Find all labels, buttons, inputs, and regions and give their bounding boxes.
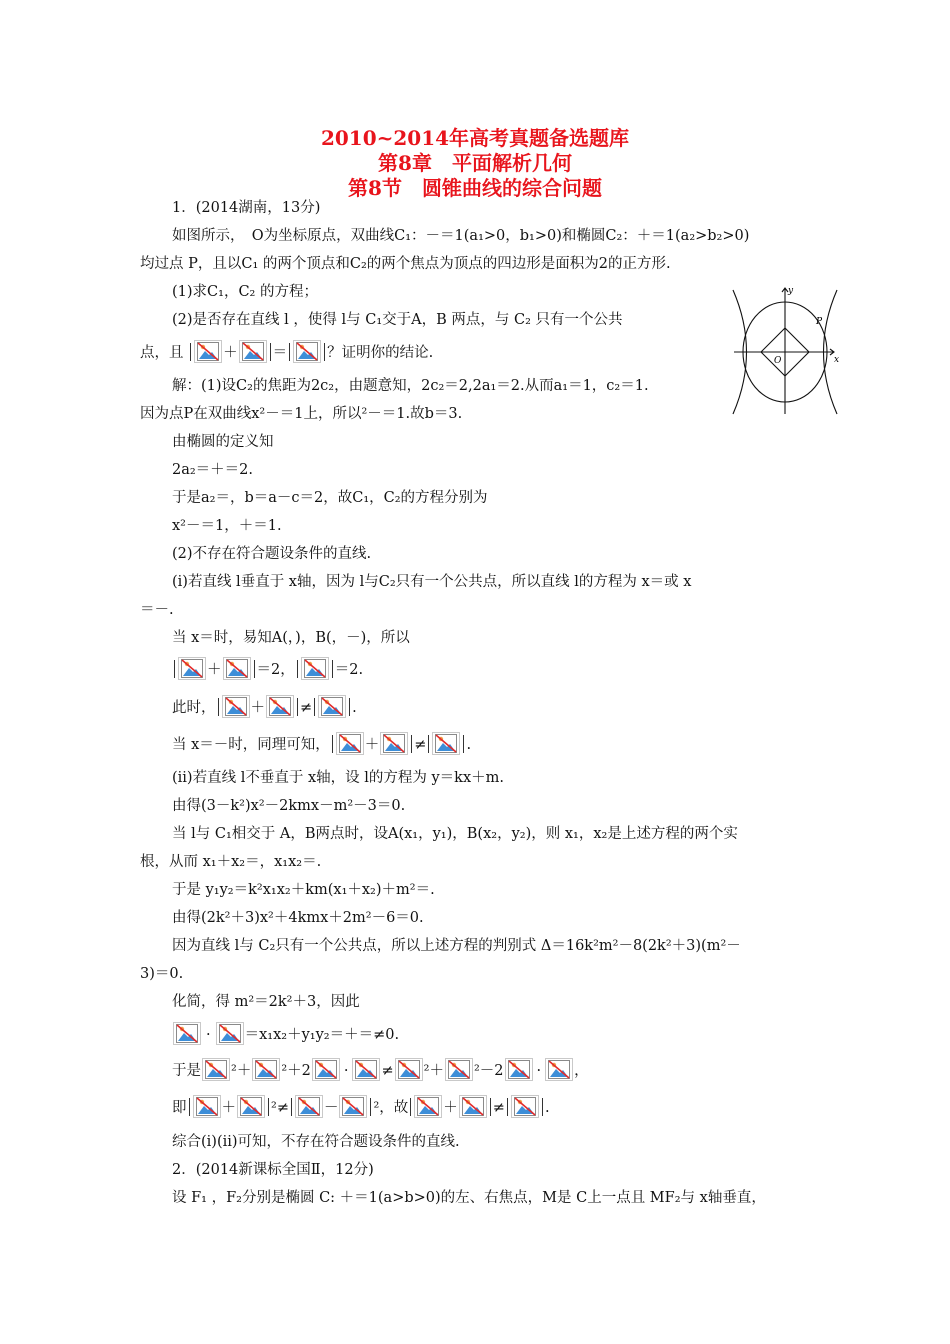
broken-image-icon <box>352 1058 380 1081</box>
text-line: (1)求C₁，C₂ 的方程； <box>172 284 318 300</box>
abs-bar <box>349 698 350 716</box>
text-segment: ²，故 <box>373 1100 409 1116</box>
text-line: 根，从而 x₁＋x₂＝，x₁x₂＝. <box>140 854 322 870</box>
abs-bar <box>297 698 298 716</box>
broken-image-icon <box>295 1095 323 1118</box>
broken-image-icon <box>173 1022 201 1045</box>
figure-x-label: x <box>834 355 840 365</box>
text-line: ＝－. <box>140 602 174 618</box>
broken-image-icon <box>312 1058 340 1081</box>
abs-bar <box>463 735 464 753</box>
text-line: 2a₂＝＋＝2. <box>172 462 254 478</box>
broken-image-icon <box>178 657 206 680</box>
text-line: 于是 y₁y₂＝k²x₁x₂＋km(x₁＋x₂)＋m²＝. <box>172 882 435 898</box>
abs-bar <box>174 660 175 678</box>
text-line-with-images <box>140 340 433 363</box>
text-line: 由椭圆的定义知 <box>172 434 274 450</box>
text-line: 均过点 P，且以C₁ 的两个顶点和C₂的两个焦点为顶点的四边形是面积为2的正方形. <box>140 256 671 272</box>
text-segment: ＋ <box>223 345 238 361</box>
abs-bar <box>332 735 333 753</box>
text-line-with-images <box>172 1022 399 1045</box>
text-line-with-images <box>172 732 471 755</box>
text-line: 化简，得 m²＝2k²＋3，因此 <box>172 994 360 1010</box>
broken-image-icon <box>432 732 460 755</box>
text-segment: ＝2， <box>256 662 295 678</box>
text-line: 因为点P在双曲线x²－＝1上，所以²－＝1.故b＝3. <box>140 406 463 422</box>
figure-origin-label: O <box>774 356 782 366</box>
text-line: 3)＝0. <box>140 966 184 982</box>
text-line-with-images <box>172 657 363 680</box>
broken-image-icon <box>445 1058 473 1081</box>
text-line: x²－＝1，＋＝1. <box>172 518 282 534</box>
text-segment: 即 <box>172 1100 187 1116</box>
figure-point-p-label: P <box>816 317 823 327</box>
broken-image-icon <box>459 1095 487 1118</box>
text-segment: ²＋ <box>231 1063 252 1079</box>
text-line: 设 F₁ ，F₂分别是椭圆 C: ＋＝1(a>b>0)的左、右焦点，M是 C上一点且 MF₂与 x轴垂直， <box>172 1190 766 1206</box>
text-line: (ⅱ)若直线 l不垂直于 x轴，设 l的方程为 y＝kx＋m. <box>172 770 504 786</box>
figure-y-label: y <box>788 286 794 296</box>
text-line: (2)不存在符合题设条件的直线. <box>172 546 372 562</box>
text-segment: 此时， <box>172 700 216 716</box>
text-segment: － <box>323 1100 339 1116</box>
broken-image-icon <box>395 1058 423 1081</box>
text-line: (2)是否存在直线 l ，使得 l与 C₁交于A，B 两点，与 C₂ 只有一个公共 <box>172 312 623 328</box>
text-segment: ， <box>574 1063 589 1079</box>
text-segment: ≠ <box>300 700 313 716</box>
text-segment: ？证明你的结论. <box>327 345 434 361</box>
abs-bar <box>297 660 298 678</box>
text-segment: ＝ <box>272 345 288 361</box>
broken-image-icon <box>336 732 364 755</box>
solution-line: 解：(1)设C₂的焦距为2c₂，由题意知，2c₂＝2,2a₁＝2.从而a₁＝1，c₂＝1. <box>172 378 649 394</box>
text-line: 综合(ⅰ)(ⅱ)可知，不存在符合题设条件的直线. <box>172 1134 460 1150</box>
text-segment: · <box>206 1027 211 1043</box>
text-segment: ≠ <box>492 1100 505 1116</box>
abs-bar <box>490 1098 491 1116</box>
broken-image-icon <box>202 1058 230 1081</box>
broken-image-icon <box>545 1058 573 1081</box>
text-segment: ＋ <box>207 662 222 678</box>
text-segment: ²－2 <box>473 1063 504 1079</box>
broken-image-icon <box>511 1095 539 1118</box>
text-line-with-images <box>172 1095 550 1118</box>
text-segment: · <box>536 1063 542 1079</box>
text-segment: ²≠ <box>271 1100 289 1116</box>
abs-bar <box>190 343 191 361</box>
abs-bar <box>314 698 315 716</box>
abs-bar <box>410 1098 411 1116</box>
abs-bar <box>324 343 325 361</box>
text-segment: . <box>352 700 357 716</box>
broken-image-icon <box>293 340 321 363</box>
broken-image-icon <box>301 657 329 680</box>
text-segment: ＋ <box>221 1100 236 1116</box>
abs-bar <box>291 1098 292 1116</box>
abs-bar <box>370 1098 371 1116</box>
problem-1-header: 1．(2014湖南，13分) <box>172 200 321 216</box>
title-line-2: 第8章 平面解析几何 <box>378 151 572 175</box>
abs-bar <box>542 1098 543 1116</box>
broken-image-icon <box>414 1095 442 1118</box>
text-line: 由得(3－k²)x²－2kmx－m²－3＝0. <box>172 798 406 814</box>
text-segment: ²＋ <box>423 1063 444 1079</box>
text-segment: ≠ <box>381 1063 394 1079</box>
broken-image-icon <box>505 1058 533 1081</box>
title-line-3: 第8节 圆锥曲线的综合问题 <box>348 176 602 200</box>
text-line: 当 l与 C₁相交于 A，B两点时，设A(x₁，y₁)，B(x₂，y₂)，则 x₁，x₂是上述方程的两个实 <box>172 826 738 842</box>
text-segment: 于是 <box>172 1063 201 1079</box>
text-line: 因为直线 l与 C₂只有一个公共点，所以上述方程的判别式 Δ＝16k²m²－8(2k²＋3)(m²－ <box>172 938 741 954</box>
text-line: (ⅰ)若直线 l垂直于 x轴，因为 l与C₂只有一个公共点，所以直线 l的方程为 x＝或 x <box>172 574 692 590</box>
broken-image-icon <box>194 340 222 363</box>
broken-image-icon <box>380 732 408 755</box>
text-segment: 点，且 <box>140 345 189 361</box>
abs-bar <box>218 698 219 716</box>
text-segment: . <box>544 1100 550 1116</box>
text-line-with-images <box>172 1058 589 1081</box>
text-line: 于是a₂＝，b＝a－c＝2，故C₁，C₂的方程分别为 <box>172 490 488 506</box>
text-segment: ＋ <box>364 737 380 753</box>
abs-bar <box>189 1098 190 1116</box>
text-segment: · <box>343 1063 349 1079</box>
text-segment: ＋ <box>443 1100 458 1116</box>
abs-bar <box>428 735 429 753</box>
text-line: 如图所示， O为坐标原点，双曲线C₁：－＝1(a₁>0，b₁>0)和椭圆C₂：＋＝1(a₂>b₂>0) <box>172 228 750 244</box>
text-segment: ＝2. <box>334 662 364 678</box>
text-segment: ²＋2 <box>281 1063 311 1079</box>
text-line-with-images <box>172 695 357 718</box>
text-line: 当 x＝时，易知A(，)，B(，－)，所以 <box>172 630 410 646</box>
problem-2-header: 2．(2014新课标全国Ⅱ，12分) <box>172 1162 374 1178</box>
broken-image-icon <box>318 695 346 718</box>
broken-image-icon <box>237 1095 265 1118</box>
text-segment: ＝x₁x₂＋y₁y₂＝＋＝≠0. <box>244 1027 400 1043</box>
broken-image-icon <box>339 1095 367 1118</box>
broken-image-icon <box>193 1095 221 1118</box>
text-segment: . <box>466 737 472 753</box>
broken-image-icon <box>216 1022 244 1045</box>
text-segment: 当 x＝－时，同理可知， <box>172 737 330 753</box>
abs-bar <box>268 1098 269 1116</box>
broken-image-icon <box>223 657 251 680</box>
abs-bar <box>507 1098 508 1116</box>
text-segment: ≠ <box>414 737 427 753</box>
broken-image-icon <box>266 695 294 718</box>
abs-bar <box>411 735 412 753</box>
title-line-1: 2010~2014年高考真题备选题库 <box>320 126 630 150</box>
text-segment: ＋ <box>250 700 265 716</box>
abs-bar <box>270 343 271 361</box>
hyperbola-ellipse-figure <box>730 284 848 416</box>
broken-image-icon <box>252 1058 280 1081</box>
broken-image-icon <box>222 695 250 718</box>
abs-bar <box>289 343 290 361</box>
abs-bar <box>332 660 333 678</box>
abs-bar <box>254 660 255 678</box>
text-line: 由得(2k²＋3)x²＋4kmx＋2m²－6＝0. <box>172 910 424 926</box>
broken-image-icon <box>239 340 267 363</box>
